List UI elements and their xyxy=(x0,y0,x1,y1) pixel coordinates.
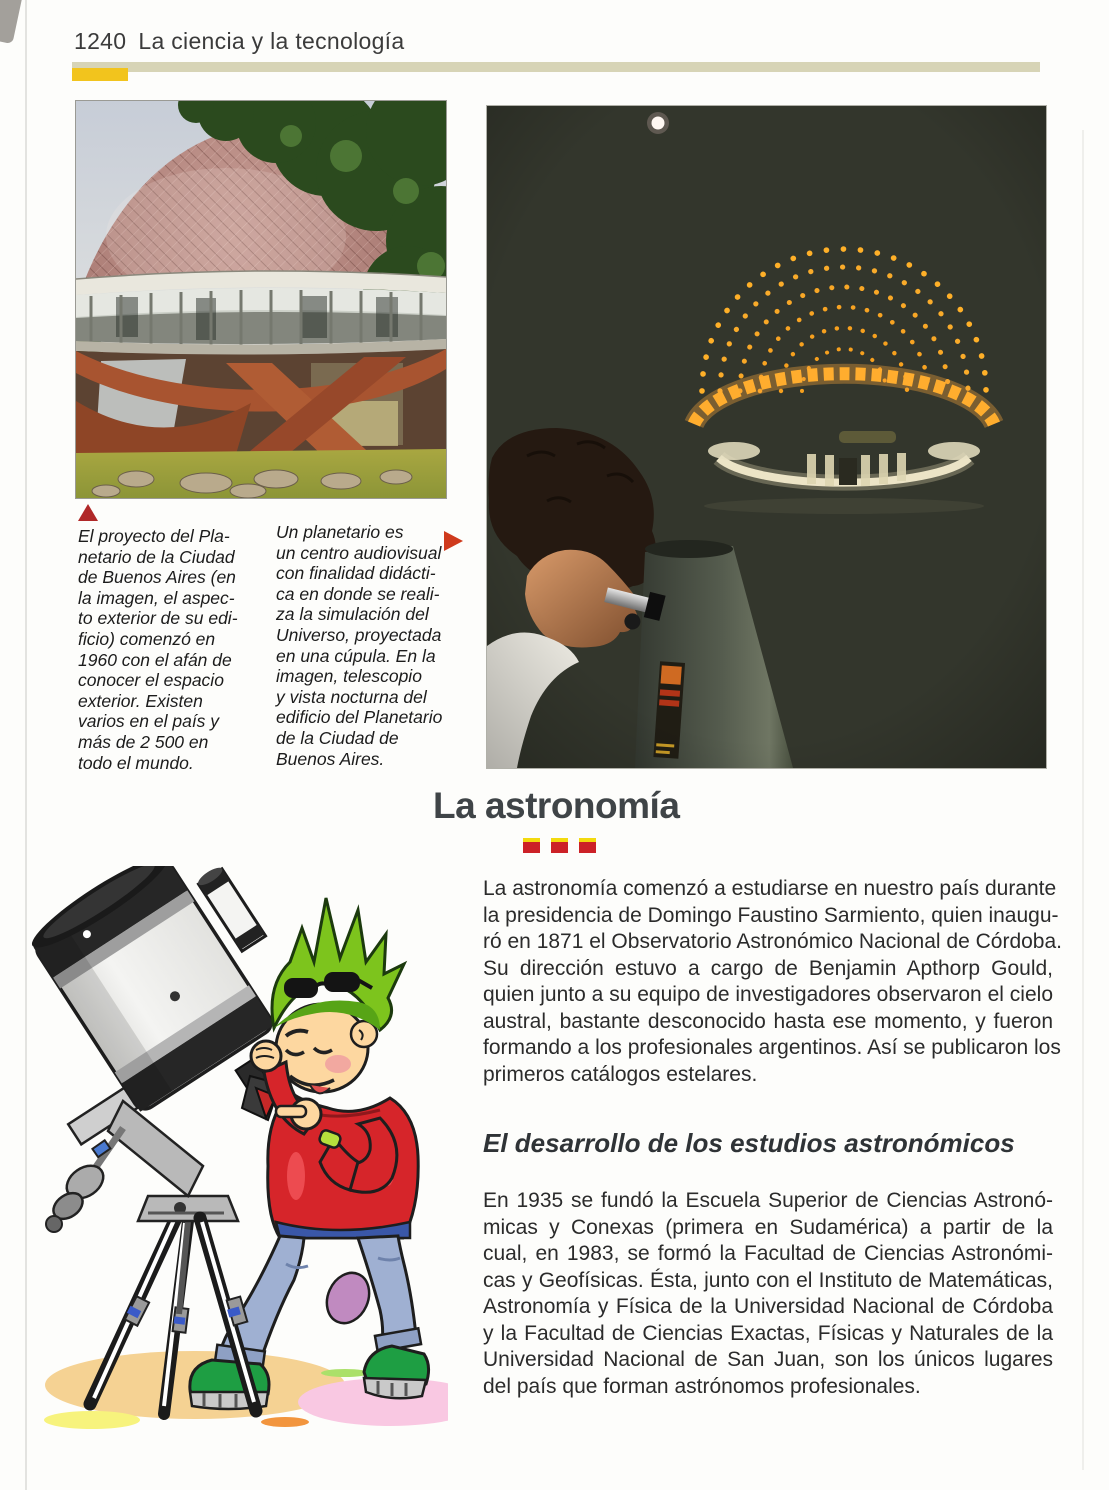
vignette xyxy=(487,106,1046,768)
caption-right-photo: Un planetario es un centro audiovisual con finalidad didácti- ca en donde se reali- za la simulación del Universo, proyectada en una cúpula. En la imagen, telescopio y vista nocturna del edificio del Planetario de la Ciudad de Buenos Aires. xyxy=(276,522,443,769)
lawn xyxy=(76,449,446,498)
page-number: 1240 xyxy=(74,28,127,54)
knee-patch xyxy=(319,1266,377,1330)
planetarium-night-photo xyxy=(486,105,1047,769)
article-subheading: El desarrollo de los estudios astronómicos xyxy=(483,1128,1015,1158)
page-fold-line-right xyxy=(1082,130,1084,1470)
section-title: La ciencia y la tecnología xyxy=(138,28,405,54)
caption-left-photo: El proyecto del Pla- netario de la Ciudad de Buenos Aires (en la imagen, el aspec- to exterior de su edi- ficio) comenzó en 1960 con el afán de conocer el espacio exterior. Existen varios en el país y más de 2 500 en todo el mundo. xyxy=(78,526,238,773)
telescope-kid-illustration xyxy=(28,866,448,1441)
section-squares-icon xyxy=(523,838,607,853)
page-fold-line xyxy=(25,0,27,1490)
body-paragraph: En 1935 se fundó la Escuela Superior de Ciencias Astronó- micas y Conexas (primera en Sudamérica) a partir de la cual, en 1983, se formó la Facultad de Ciencias Astronómi- cas y Geofísicas. Ésta, junto con el Instituto de Matemáticas, Astronomía y Física de la Universidad Nacional de Córdoba y la Facultad de Ciencias Exactas, Físicas y Naturales de la Universidad Nacional de San Juan, son los únicos lugares del país que forman astrónomos profesionales. xyxy=(483,1189,1053,1398)
article-title: La astronomía xyxy=(433,785,680,826)
building-underbelly xyxy=(76,349,446,461)
scan-corner-smudge xyxy=(0,0,23,44)
page-header xyxy=(74,28,404,55)
window-band xyxy=(76,271,446,355)
up-triangle-icon xyxy=(78,504,98,521)
intro-paragraph: La astronomía comenzó a estudiarse en nuestro país durante la presidencia de Domingo Faustino Sarmiento, quien inaugu- ró en 1871 el Observatorio Astronómico Nacional de Córdoba. Su dirección estuvo a cargo de Benjamin Apthorp Gould, quien junto a su equipo de investigadores observaron el cielo austral, bastante desconocido hasta ese momento, y fueron formando a los profesionales argentinos. Así se publicaron los primeros catálogos estelares. xyxy=(483,877,1062,1086)
header-rule-yellow xyxy=(72,68,128,81)
header-rule-beige xyxy=(72,62,1040,72)
kid-right-shoe xyxy=(364,1346,429,1398)
planetarium-day-photo xyxy=(75,100,447,499)
